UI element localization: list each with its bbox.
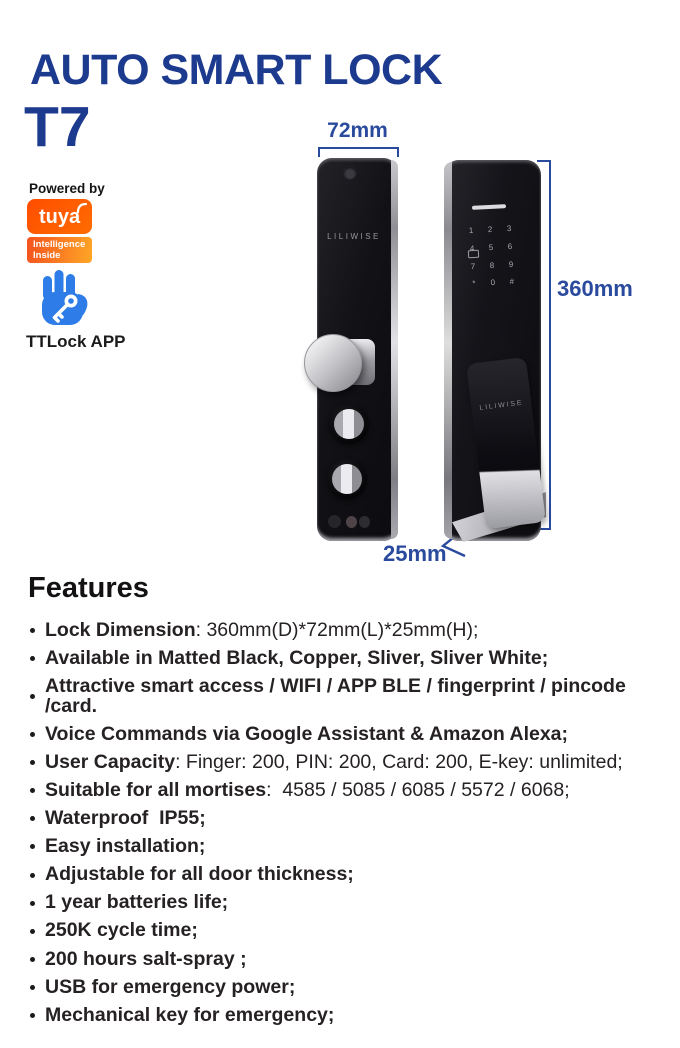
model-label: T7 — [24, 95, 91, 159]
bottom-dot — [328, 515, 341, 528]
lock-brand-text: LILIWISE — [327, 232, 381, 241]
chrome-edge — [444, 162, 452, 539]
bullet-icon — [30, 816, 35, 821]
bottom-dot — [346, 516, 357, 528]
bullet-icon — [30, 957, 35, 962]
bullet-icon — [30, 901, 35, 906]
feature-text: Mechanical key for emergency; — [45, 1003, 335, 1026]
bullet-icon — [30, 732, 35, 737]
feature-text: Voice Commands via Google Assistant & Amazon Alexa; — [45, 722, 569, 745]
page-title: AUTO SMART LOCK — [30, 46, 443, 94]
feature-item — [30, 677, 664, 716]
key-hash: # — [509, 277, 515, 287]
feature-item — [30, 837, 664, 857]
bottom-dot — [359, 516, 370, 528]
tuya-tagline-line2: Inside — [33, 250, 61, 261]
key-0: 0 — [490, 278, 496, 288]
bullet-icon — [30, 1013, 35, 1018]
feature-item — [30, 921, 664, 941]
key-8: 8 — [489, 260, 495, 270]
thumb-turn-face — [334, 409, 364, 439]
knob — [304, 334, 362, 392]
feature-item — [30, 809, 664, 829]
feature-text: Available in Matted Black, Copper, Sliver, Sliver White; — [45, 647, 549, 670]
key-3: 3 — [506, 224, 512, 234]
powered-by-label: Powered by — [29, 181, 105, 196]
thumb-turn-upper — [329, 404, 369, 444]
key-star: * — [472, 279, 476, 289]
bullet-icon — [30, 628, 35, 633]
feature-text: : 4585 / 5085 / 6085 / 5572 / 6068; — [266, 778, 570, 801]
feature-item — [30, 947, 664, 970]
wifi-arc-icon — [76, 202, 88, 214]
feature-text: Waterproof IP55; — [45, 807, 206, 830]
indicator-bar — [472, 204, 506, 210]
feature-item — [30, 865, 664, 885]
bullet-icon — [30, 873, 35, 878]
ttlock-app-label: TTLock APP — [26, 332, 126, 351]
width-bracket — [318, 147, 399, 157]
handle-brand-text: LILIWISE — [479, 399, 524, 412]
tuya-tagline-line1: Intelligence — [33, 239, 86, 250]
feature-text: 250K cycle time; — [45, 919, 198, 942]
feature-item — [30, 722, 664, 745]
bullet-icon — [30, 656, 35, 661]
feature-text: Easy installation; — [45, 835, 206, 858]
thumb-turn-lower — [327, 459, 367, 499]
feature-text: : 360mm(D)*72mm(L)*25mm(H); — [195, 619, 479, 641]
feature-item — [30, 1003, 664, 1026]
lock-interior-view — [317, 158, 398, 541]
height-dimension-label: 360mm — [557, 276, 633, 301]
feature-item — [30, 621, 664, 641]
feature-text: User Capacity — [45, 750, 176, 773]
bullet-icon — [30, 929, 35, 934]
key-9: 9 — [508, 259, 514, 269]
feature-text: USB for emergency power; — [45, 975, 296, 998]
features-heading: Features — [28, 572, 149, 604]
lock-exterior-view — [444, 160, 541, 541]
sensor-dot — [344, 167, 356, 179]
feature-text: Attractive smart access / WIFI / APP BLE / fingerprint / pincode /card. — [45, 675, 632, 717]
bullet-icon — [30, 844, 35, 849]
feature-text: Adjustable for all door thickness; — [45, 863, 354, 886]
bullet-icon — [30, 694, 35, 699]
width-dimension-label: 72mm — [327, 119, 388, 142]
feature-item — [30, 975, 664, 998]
tuya-tagline — [27, 237, 92, 263]
handle-module — [466, 357, 546, 529]
bullet-icon — [30, 788, 35, 793]
feature-text: : Finger: 200, PIN: 200, Card: 200, E-key: unlimited; — [175, 750, 623, 773]
bullet-icon — [30, 760, 35, 765]
depth-dimension-label: 25mm — [383, 541, 447, 566]
card-icon — [468, 250, 479, 259]
feature-item — [30, 649, 664, 669]
ttlock-hand-key-icon — [38, 269, 90, 331]
feature-text: 200 hours salt-spray ; — [45, 947, 247, 970]
features-list — [30, 621, 664, 1025]
key-6: 6 — [507, 241, 513, 252]
feature-item — [30, 778, 664, 801]
feature-item — [30, 893, 664, 913]
bullet-icon — [30, 985, 35, 990]
key-2: 2 — [487, 225, 493, 235]
tuya-logo — [27, 199, 92, 234]
key-1: 1 — [468, 226, 474, 236]
tuya-wordmark: tuya — [38, 206, 81, 228]
feature-text: Lock Dimension — [45, 619, 196, 641]
feature-item — [30, 750, 664, 773]
feature-text: 1 year batteries life; — [45, 891, 229, 914]
key-7: 7 — [470, 261, 476, 271]
thumb-turn-face — [332, 464, 362, 494]
key-4: 4 — [469, 243, 475, 254]
chrome-edge — [391, 160, 398, 539]
feature-text: Suitable for all mortises — [45, 778, 267, 801]
key-5: 5 — [488, 242, 494, 253]
